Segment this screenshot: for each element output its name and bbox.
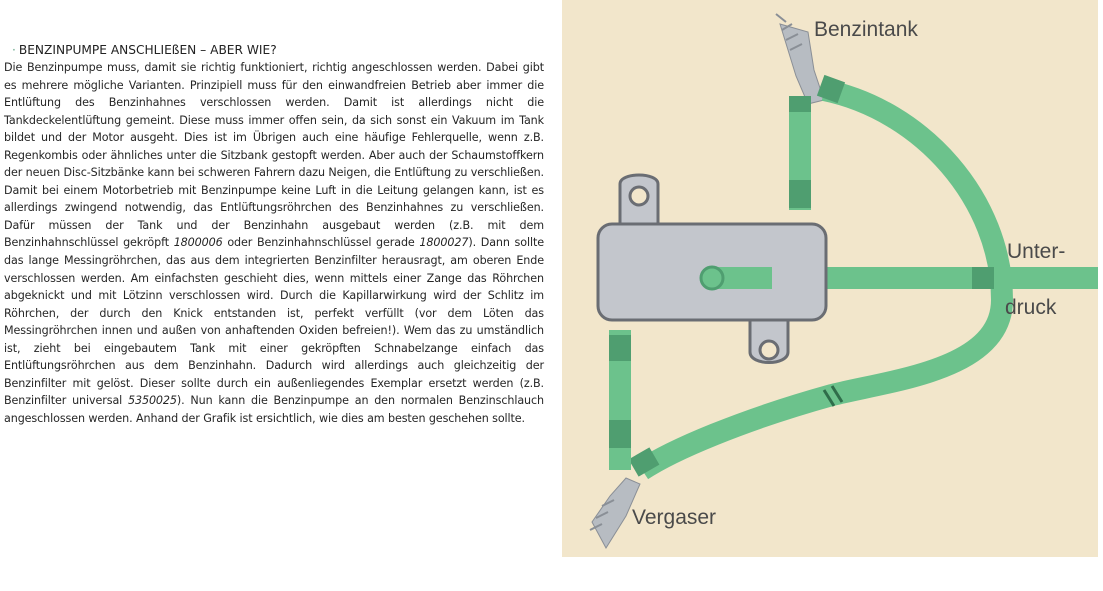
hose-clamp: [789, 180, 811, 208]
body-part-1: Die Benzinpumpe muss, damit sie richtig funktioniert, richtig angeschlossen werden. Dabei gibt es mehrere mögliche Varianten. Prinzipiell muss für den einwandfreien Betrieb aber immer die Entlüftung des Benzinhahnes verschlossen werden. Damit ist allerdings nicht die Tankdeckelentlüftung gemeint. Diese muss immer offen sein, da sich sonst ein Vakuum im Tank bildet und der Motor ausgeht. Dies ist im Übrigen auch eine häufige Fehlerquelle, wenn z.B. Regenkombis oder ähnliches unter die Sitzbank gestopft werden. Aber auch der Schaumstoffkern der neuen Disc-Sitzbänke kann bei schweren Fahrern dazu Neigen, die Entlüftung zu verschließen. Damit bei einem Motorbetrieb mit Benzinpumpe keine Luft in die Leitung gelangen kann, ist es allerdings zwingend notwendig, das Entlüftungsröhrchen des Benzinhahnes zu verschließen. Dafür müssen der Tank und der Benzinhahn ausgebaut werden (z.B. mit dem Benzinhahnschlüssel gekröpft: [4, 61, 544, 250]
heading-text: BENZINPUMPE ANSCHLIEßEN – ABER WIE?: [18, 43, 277, 57]
fuel-pump-diagram: [562, 0, 1098, 557]
hose-clamp: [609, 420, 631, 448]
body-part-4: ). Nun kann die Benzinpumpe an den normalen Benzinschlauch angeschlossen werden. Anhand der Grafik ist ersichtlich, wie dies am besten geschehen sollte.: [4, 394, 544, 425]
part-number-1800027: 1800027: [419, 236, 469, 250]
hose-clamp: [789, 96, 811, 112]
label-vacuum-line1: Unter-: [1007, 240, 1066, 263]
label-fuel-tank: Benzintank: [814, 18, 918, 41]
label-vacuum-line2: druck: [1005, 296, 1057, 319]
body-part-3: ). Dann sollte das lange Messingröhrchen, das aus dem integrierten Benzinfilter herausragt, am oberen Ende verschlossen werden. Am einfachsten geschieht dies, wenn mittels einer Zange das Röhrchen abgeknickt und mit Lötzinn verschlossen wird. Durch die Kapillarwirkung wird der Schlitz im Röhrchen, der durch den Knick entstanden ist, perfekt verfüllt (vor dem Löten das Messingröhrchen innen und außen von anhaftenden Oxiden befreien!). Wem das zu umständlich ist, zieht bei eingebautem Tank mit einer gekröpften Schnabelzange einfach das Entlüftungsröhrchen aus dem Benzinhahn. Dadurch wird allerdings auch gleichzeitig der Benzinfilter mit gelöst. Dieser sollte durch ein außenliegendes Exemplar ersetzt werden (z.B. Benzinfilter universal: [4, 236, 544, 408]
vacuum-port: [701, 267, 723, 289]
article: [4, 42, 544, 427]
heading-bullet: ·: [12, 43, 16, 57]
hose-clamp: [609, 335, 631, 361]
article-heading: [4, 42, 544, 58]
hose-clamp: [972, 267, 994, 289]
article-body: [4, 59, 544, 427]
body-part-2: oder Benzinhahnschlüssel gerade: [222, 236, 420, 250]
diagram-graphic: [562, 0, 1098, 557]
part-number-1800006: 1800006: [173, 236, 223, 250]
label-carburetor: Vergaser: [632, 506, 717, 529]
part-number-5350025: 5350025: [127, 394, 177, 408]
